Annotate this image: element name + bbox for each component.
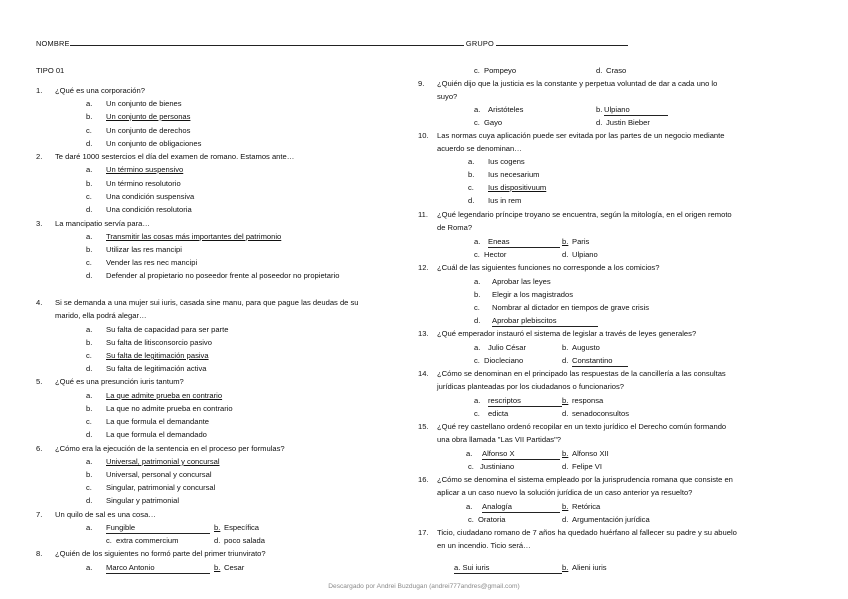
option-letter: d.	[596, 118, 603, 127]
option-letter: c.	[474, 118, 480, 127]
question-14-number: 14.	[418, 369, 429, 378]
question-16-number: 16.	[418, 475, 429, 484]
option-text: rescriptos	[488, 396, 521, 405]
option-letter: b.	[214, 523, 221, 532]
option-letter: a.	[86, 325, 93, 334]
nombre-label: NOMBRE	[36, 39, 70, 48]
option-letter: a.	[86, 391, 93, 400]
option-letter: d.	[86, 271, 93, 280]
option-letter: d.	[86, 496, 93, 505]
question-14-option-d: senadoconsultos	[572, 409, 629, 418]
option-letter: b.	[474, 290, 481, 299]
question-1-option-a: Un conjunto de bienes	[106, 99, 182, 108]
option-letter: d.	[562, 515, 569, 524]
question-17-option-a-answer	[454, 564, 562, 574]
question-7-option-a-answer	[106, 524, 210, 534]
question-12-option-b: Elegir a los magistrados	[492, 290, 574, 299]
option-letter: b.	[214, 563, 221, 572]
question-10-number: 10.	[418, 131, 429, 140]
question-5-option-b: La que no admite prueba en contrario	[106, 404, 233, 413]
question-1-option-c: Un conjunto de derechos	[106, 126, 191, 135]
question-5-number: 5.	[36, 377, 43, 386]
question-2-text: Te daré 1000 sestercios el día del examen de romano. Estamos ante…	[55, 152, 295, 161]
tipo-label: TIPO 01	[36, 66, 65, 75]
question-16-option-d: Argumentación jurídica	[572, 515, 650, 524]
option-letter: c.	[86, 417, 92, 426]
option-letter: d.	[474, 316, 481, 325]
question-11-option-a-answer	[488, 238, 560, 248]
option-letter: a.	[474, 237, 481, 246]
option-letter: b.	[562, 563, 569, 572]
question-16-option-b: Retórica	[572, 502, 601, 511]
option-letter: a.	[86, 99, 93, 108]
option-letter: b.	[86, 245, 93, 254]
question-4-text-line2: marido, ella podrá alegar…	[55, 311, 147, 320]
question-12-option-c: Nombrar al dictador en tiempos de grave crisis	[492, 303, 650, 312]
question-9-text-line2: suyo?	[437, 92, 458, 101]
option-letter: d.	[562, 250, 569, 259]
download-footer: Descargado por Andrei Buzdugan (andrei777andres@gmail.com)	[328, 583, 520, 590]
option-letter: a.	[86, 563, 93, 572]
question-16-option-a-answer	[482, 503, 560, 513]
question-9-option-b-answer	[604, 106, 668, 116]
question-10-option-c-answer: Ius dispositivuum	[488, 183, 547, 192]
question-6-option-c: Singular, patrimonial y concursal	[106, 483, 216, 492]
grupo-blank[interactable]	[496, 44, 628, 46]
question-4-option-d: Su falta de legitimación activa	[106, 364, 207, 373]
question-15-option-a-answer	[482, 450, 560, 460]
question-16-option-c: Oratoria	[478, 515, 506, 524]
question-4-number: 4.	[36, 298, 43, 307]
question-16-text-line1: ¿Cómo se denomina el sistema empleado por la jurisprudencia romana que consiste en	[437, 475, 733, 484]
option-letter: a.	[468, 157, 475, 166]
option-letter: a.	[86, 457, 93, 466]
question-1-number: 1.	[36, 86, 43, 95]
question-1-option-d: Un conjunto de obligaciones	[106, 139, 202, 148]
question-17-text-line2: en un incendio. Ticio será…	[437, 541, 531, 550]
option-letter: c.	[474, 409, 480, 418]
question-10-option-a: Ius cogens	[488, 157, 525, 166]
option-letter: d.	[214, 536, 221, 545]
question-12-option-a: Aprobar las leyes	[492, 277, 551, 286]
question-13-option-c: Diocleciano	[484, 356, 524, 365]
question-6-text: ¿Cómo era la ejecución de la sentencia en el proceso per formulas?	[55, 444, 285, 453]
question-15-number: 15.	[418, 422, 429, 431]
question-12-text: ¿Cuál de las siguientes funciones no corresponde a los comicios?	[437, 263, 660, 272]
question-4-option-c-answer: Su falta de legitimación pasiva	[106, 351, 209, 360]
question-10-option-b: Ius necesarium	[488, 170, 540, 179]
question-14-text-line1: ¿Cómo se denominan en el principado las respuestas de la cancillería a las consultas	[437, 369, 726, 378]
option-text: Sui iuris	[462, 563, 490, 572]
question-3-option-b: Utilizar las res mancipi	[106, 245, 182, 254]
question-8-option-a-answer	[106, 564, 210, 574]
question-11-option-c: Hector	[484, 250, 507, 259]
option-letter: b.	[86, 179, 93, 188]
question-14-option-a-answer	[488, 397, 562, 407]
question-2-number: 2.	[36, 152, 43, 161]
option-letter: b.	[562, 396, 569, 405]
question-17-number: 17.	[418, 528, 429, 537]
question-11-option-d: Ulpiano	[572, 250, 598, 259]
option-letter: a.	[474, 105, 481, 114]
option-letter: b.	[86, 338, 93, 347]
question-3-option-a-answer: Transmitir las cosas más importantes del patrimonio	[106, 232, 282, 241]
option-letter: b.	[86, 112, 93, 121]
option-letter: a.	[466, 449, 473, 458]
question-10-text-line2: acuerdo se denominan…	[437, 144, 522, 153]
question-15-text-line2: una obra llamada "Las VII Partidas"?	[437, 435, 562, 444]
question-13-option-d-answer	[572, 357, 628, 367]
option-letter: c.	[86, 126, 92, 135]
question-9-number: 9.	[418, 79, 425, 88]
question-15-option-d: Felipe VI	[572, 462, 602, 471]
nombre-blank[interactable]	[70, 44, 464, 46]
question-10-option-d: Ius in rem	[488, 196, 522, 205]
question-5-text: ¿Qué es una presunción iuris tantum?	[55, 377, 184, 386]
option-letter: c.	[474, 356, 480, 365]
question-11-number: 11.	[418, 210, 428, 219]
option-letter: d.	[86, 205, 93, 214]
question-9-option-c: Gayo	[484, 118, 503, 127]
question-4-option-b: Su falta de litisconsorcio pasivo	[106, 338, 212, 347]
question-2-option-c: Una condición suspensiva	[106, 192, 195, 201]
option-text: Ulpiano	[604, 105, 630, 114]
question-16-text-line2: aplicar a un caso nuevo la solución jurídica de un caso anterior ya resuelto?	[437, 488, 693, 497]
question-11-text-line2: de Roma?	[437, 223, 473, 232]
option-letter: d.	[562, 462, 569, 471]
option-text: Alfonso X	[482, 449, 515, 458]
question-7-option-c: extra commercium	[116, 536, 179, 545]
option-letter: d.	[562, 356, 569, 365]
option-letter: c.	[86, 192, 92, 201]
question-8-option-b: Cesar	[224, 563, 245, 572]
question-8-number: 8.	[36, 549, 43, 558]
question-8-option-d: Craso	[606, 66, 627, 75]
question-15-option-b: Alfonso XII	[572, 449, 609, 458]
option-letter: a.	[474, 396, 481, 405]
question-7-text: Un quilo de sal es una cosa…	[55, 510, 156, 519]
question-3-option-c: Vender las res nec mancipi	[106, 258, 198, 267]
question-6-option-d: Singular y patrimonial	[106, 496, 180, 505]
option-letter: b.	[562, 449, 569, 458]
question-14-text-line2: jurídicas planteadas por los ciudadanos o funcionarios?	[437, 382, 625, 391]
option-letter: a.	[466, 502, 473, 511]
option-letter: a.	[474, 343, 481, 352]
option-letter: d.	[468, 196, 475, 205]
question-2-option-d: Una condición resolutoria	[106, 205, 192, 214]
option-letter: a.	[86, 165, 93, 174]
option-letter: a.	[86, 523, 93, 532]
option-letter: c.	[468, 183, 474, 192]
option-letter: b.	[468, 170, 475, 179]
option-letter: d.	[86, 430, 93, 439]
question-5-option-a-answer: La que admite prueba en contrario	[106, 391, 223, 400]
question-2-option-a-answer: Un término suspensivo	[106, 165, 184, 174]
question-17-option-b: Alieni iuris	[572, 563, 607, 572]
option-letter: b.	[596, 105, 603, 114]
question-3-number: 3.	[36, 219, 43, 228]
option-text: Constantino	[572, 356, 613, 365]
question-14-option-b: responsa	[572, 396, 604, 405]
option-letter: b.	[562, 237, 569, 246]
option-text: Marco Antonio	[106, 563, 155, 572]
option-letter: a.	[454, 563, 461, 572]
question-6-option-b: Universal, personal y concursal	[106, 470, 212, 479]
option-letter: a.	[86, 232, 93, 241]
question-1-option-b-answer: Un conjunto de personas	[106, 112, 191, 121]
option-text: Fungible	[106, 523, 136, 532]
question-8-option-c: Pompeyo	[484, 66, 517, 75]
question-7-number: 7.	[36, 510, 43, 519]
question-12-option-d-answer	[492, 317, 598, 327]
question-15-text-line1: ¿Qué rey castellano ordenó recopilar en un texto jurídico el Derecho común formando	[437, 422, 727, 431]
option-letter: d.	[596, 66, 603, 75]
question-5-option-c: La que formula el demandante	[106, 417, 210, 426]
question-11-option-b: Paris	[572, 237, 590, 246]
question-15-option-c: Justiniano	[480, 462, 515, 471]
question-14-option-c: edicta	[488, 409, 509, 418]
question-10-text-line1: Las normas cuya aplicación puede ser evitada por las partes de un negocio mediante	[437, 131, 725, 140]
question-3-text: La mancipatio servía para…	[55, 219, 150, 228]
question-8-text: ¿Quién de los siguientes no formó parte del primer triunvirato?	[55, 549, 266, 558]
question-7-option-b: Específica	[224, 523, 260, 532]
question-1-text: ¿Qué es una corporación?	[55, 86, 145, 95]
question-4-text-line1: Si se demanda a una mujer sui iuris, casada sine manu, para que pague las deudas de su	[55, 298, 359, 307]
option-letter: c.	[474, 66, 480, 75]
option-letter: d.	[86, 139, 93, 148]
question-6-option-a-answer: Universal, patrimonial y concursal	[106, 457, 220, 466]
question-12-number: 12.	[418, 263, 429, 272]
name-group-header	[36, 40, 628, 47]
option-letter: b.	[86, 404, 93, 413]
question-17-text-line1: Ticio, ciudadano romano de 7 años ha quedado huérfano al fallecer su padre y su abuelo	[437, 528, 737, 537]
option-letter: c.	[86, 483, 92, 492]
option-text: Eneas	[488, 237, 510, 246]
option-letter: a.	[474, 277, 481, 286]
option-letter: c.	[106, 536, 112, 545]
option-letter: b.	[562, 343, 569, 352]
option-letter: b.	[562, 502, 569, 511]
question-13-option-a: Julio César	[488, 343, 526, 352]
option-text: Aprobar plebiscitos	[492, 316, 557, 325]
question-9-text-line1: ¿Quién dijo que la justicia es la constante y perpetua voluntad de dar a cada uno lo	[437, 79, 718, 88]
question-9-option-d: Justin Bieber	[606, 118, 650, 127]
question-3-option-d: Defender al propietario no poseedor frente al poseedor no propietario	[106, 271, 340, 280]
question-11-text-line1: ¿Qué legendario príncipe troyano se encuentra, según la mitología, en el origen remoto	[437, 210, 732, 219]
option-letter: d.	[86, 364, 93, 373]
option-letter: b.	[86, 470, 93, 479]
question-13-number: 13.	[418, 329, 429, 338]
question-6-number: 6.	[36, 444, 43, 453]
option-letter: c.	[474, 303, 480, 312]
option-letter: c.	[468, 462, 474, 471]
question-13-option-b: Augusto	[572, 343, 600, 352]
question-7-option-d: poco salada	[224, 536, 265, 545]
grupo-label: GRUPO	[465, 39, 495, 48]
question-2-option-b: Un término resolutorio	[106, 179, 181, 188]
question-4-option-a: Su falta de capacidad para ser parte	[106, 325, 229, 334]
option-letter: c.	[474, 250, 480, 259]
option-text: Analogía	[482, 502, 512, 511]
option-letter: d.	[562, 409, 569, 418]
question-5-option-d: La que formula el demandado	[106, 430, 207, 439]
option-letter: c.	[86, 258, 92, 267]
option-letter: c.	[468, 515, 474, 524]
question-13-text: ¿Qué emperador instauró el sistema de legislar a través de leyes generales?	[437, 329, 697, 338]
option-letter: c.	[86, 351, 92, 360]
question-9-option-a: Aristóteles	[488, 105, 524, 114]
